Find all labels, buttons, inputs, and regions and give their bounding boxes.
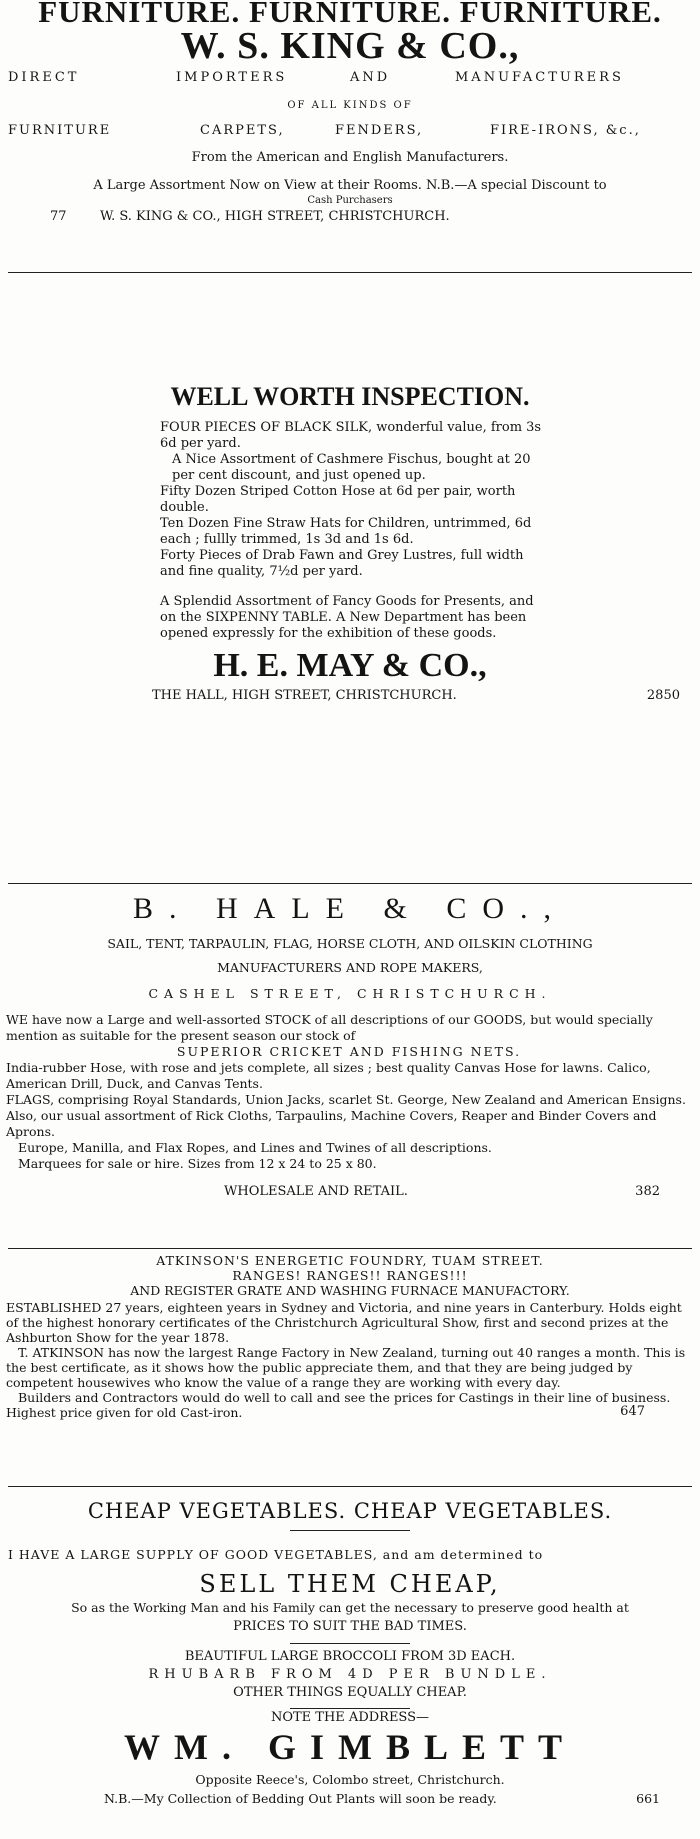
hale-assortment: Also, our usual assortment of Rick Cloths, Tarpaulins, Machine Covers, Reaper and Binder Covers and Aprons. xyxy=(6,1108,657,1139)
veg-note: NOTE THE ADDRESS— xyxy=(270,1710,430,1725)
hale-intro: WE have now a Large and well-assorted STOCK of all descriptions of our GOODS, but would specially mention as suitable for the present season our stock of xyxy=(6,1012,653,1043)
ad-hale xyxy=(0,892,700,1204)
veg-other: OTHER THINGS EQUALLY CHEAP. xyxy=(233,1685,467,1700)
ad-gimblett xyxy=(0,1496,700,1809)
item-lustres: Forty Pieces of Drab Fawn and Grey Lustres, full width and fine quality, 7½d per yard. xyxy=(160,548,524,579)
atkinson-body xyxy=(6,1300,692,1420)
hale-superior: SUPERIOR CRICKET AND FISHING NETS. xyxy=(176,1044,522,1059)
short-rule xyxy=(290,1643,410,1644)
ad-may-inspection xyxy=(0,382,700,706)
ad-king-furniture xyxy=(0,0,700,227)
king-ref: 77 xyxy=(50,209,67,224)
word-fenders: FENDERS, xyxy=(335,123,424,138)
may-address-line xyxy=(0,686,700,706)
atkinson-factory: T. ATKINSON has now the largest Range Factory in New Zealand, turning out 40 ranges a month. This is the best certificate, as it shows how the public appreciate them, and that they are being judged by competent housewives who know the value of a range they are working with every day. xyxy=(6,1345,686,1390)
atkinson-builders: Builders and Contractors would do well to call and see the prices for Castings in their line of business. Highest price given for old Cast-iron. xyxy=(6,1390,671,1420)
hale-wholesale: WHOLESALE AND RETAIL. xyxy=(224,1184,408,1199)
inspection-body xyxy=(160,420,550,642)
king-line2 xyxy=(0,111,700,147)
inspection-heading: WELL WORTH INSPECTION. xyxy=(170,382,530,411)
hale-ref: 382 xyxy=(635,1184,660,1199)
item-silk: FOUR PIECES OF BLACK SILK, wonderful value, from 3s 6d per yard. xyxy=(160,420,542,451)
hale-trade: SAIL, TENT, TARPAULIN, FLAG, HORSE CLOTH, AND OILSKIN CLOTHING xyxy=(107,936,593,951)
king-cash: Cash Purchasers xyxy=(307,195,393,206)
word-manufacturers: MANUFACTURERS xyxy=(455,70,624,85)
king-sub: OF ALL KINDS OF xyxy=(287,100,413,111)
ad-atkinson xyxy=(0,1253,700,1420)
gimblett-ref: 661 xyxy=(636,1791,660,1806)
veg-sell: SELL THEM CHEAP, xyxy=(199,1570,501,1598)
hale-body xyxy=(6,1012,692,1172)
inspection-splendid: A Splendid Assortment of Fancy Goods for Presents, and on the SIXPENNY TABLE. A New Department has been opened expressly for the exhibition of these goods. xyxy=(160,594,534,641)
atkinson-established: ESTABLISHED 27 years, eighteen years in Sydney and Victoria, and nine years in Canterbury. Holds eight of the highest honorary certificates of the Christchurch Agricultural Show, first and second prizes at the Ashburton Show for the year 1878. xyxy=(6,1300,682,1345)
word-fire-irons: FIRE-IRONS, &c., xyxy=(490,123,641,138)
atkinson-head1: ATKINSON'S ENERGETIC FOUNDRY, TUAM STREET. xyxy=(156,1253,544,1268)
king-assortment: A Large Assortment Now on View at their Rooms. N.B.—A special Discount to xyxy=(93,178,607,193)
veg-prices: PRICES TO SUIT THE BAD TIMES. xyxy=(233,1619,467,1634)
word-and: AND xyxy=(350,70,391,85)
hale-marquees: Marquees for sale or hire. Sizes from 12 x 24 to 25 x 80. xyxy=(18,1156,377,1171)
hale-street: CASHEL STREET, CHRISTCHURCH. xyxy=(148,986,552,1001)
hale-trade2: MANUFACTURERS AND ROPE MAKERS, xyxy=(217,960,483,975)
may-firm-name: H. E. MAY & CO., xyxy=(213,647,487,684)
veg-rhubarb: RHUBARB FROM 4D PER BUNDLE. xyxy=(148,1667,552,1682)
veg-so: So as the Working Man and his Family can get the necessary to preserve good health at xyxy=(71,1600,629,1615)
atkinson-head2: RANGES! RANGES!! RANGES!!! xyxy=(232,1268,468,1283)
king-line1 xyxy=(0,66,700,104)
item-hose: Fifty Dozen Striped Cotton Hose at 6d per pair, worth double. xyxy=(160,484,516,515)
atkinson-head3: AND REGISTER GRATE AND WASHING FURNACE MANUFACTORY. xyxy=(130,1283,570,1298)
short-rule xyxy=(290,1530,410,1531)
divider xyxy=(8,883,692,884)
item-straw-hats: Ten Dozen Fine Straw Hats for Children, untrimmed, 6d each ; fullly trimmed, 1s 3d and 1s 6d. xyxy=(160,516,532,547)
atkinson-ref: 647 xyxy=(620,1404,645,1419)
king-from: From the American and English Manufacturers. xyxy=(191,150,509,165)
king-firm-name: W. S. KING & CO., xyxy=(180,25,520,67)
gimblett-nb-line xyxy=(0,1789,700,1809)
divider xyxy=(8,1486,692,1487)
veg-broccoli: BEAUTIFUL LARGE BROCCOLI FROM 3D EACH. xyxy=(184,1649,516,1664)
veg-intro: I HAVE A LARGE SUPPLY OF GOOD VEGETABLES, and am determined to xyxy=(8,1547,544,1562)
gimblett-firm-name: WM. GIMBLETT xyxy=(123,1727,577,1767)
divider xyxy=(8,272,692,273)
furniture-banner: FURNITURE. FURNITURE. FURNITURE. xyxy=(38,0,662,29)
word-importers: IMPORTERS xyxy=(176,70,288,85)
hale-ropes: Europe, Manilla, and Flax Ropes, and Lines and Twines of all descriptions. xyxy=(18,1140,492,1155)
gimblett-address: Opposite Reece's, Colombo street, Christchurch. xyxy=(195,1772,505,1787)
king-address: W. S. KING & CO., HIGH STREET, CHRISTCHURCH. xyxy=(100,209,450,224)
divider xyxy=(8,1248,692,1249)
hale-hose: India-rubber Hose, with rose and jets complete, all sizes ; best quality Canvas Hose for lawns. Calico, American Drill, Duck, and Canvas Tents. xyxy=(6,1060,651,1091)
gimblett-nb: N.B.—My Collection of Bedding Out Plants will soon be ready. xyxy=(104,1791,497,1806)
word-direct: DIRECT xyxy=(8,70,80,85)
may-ref: 2850 xyxy=(646,688,680,703)
item-cashmere: A Nice Assortment of Cashmere Fischus, bought at 20 per cent discount, and just opened up. xyxy=(172,452,531,483)
hale-firm-name: B. HALE & CO., xyxy=(133,892,567,925)
hale-flags: FLAGS, comprising Royal Standards, Union Jacks, scarlet St. George, New Zealand and American Ensigns. xyxy=(6,1092,686,1107)
veg-heading: CHEAP VEGETABLES. CHEAP VEGETABLES. xyxy=(87,1499,613,1523)
word-furniture: FURNITURE xyxy=(8,123,112,138)
may-address: THE HALL, HIGH STREET, CHRISTCHURCH. xyxy=(152,688,457,703)
hale-wholesale-line xyxy=(0,1182,700,1204)
word-carpets: CARPETS, xyxy=(200,123,285,138)
king-address-line xyxy=(0,207,700,227)
